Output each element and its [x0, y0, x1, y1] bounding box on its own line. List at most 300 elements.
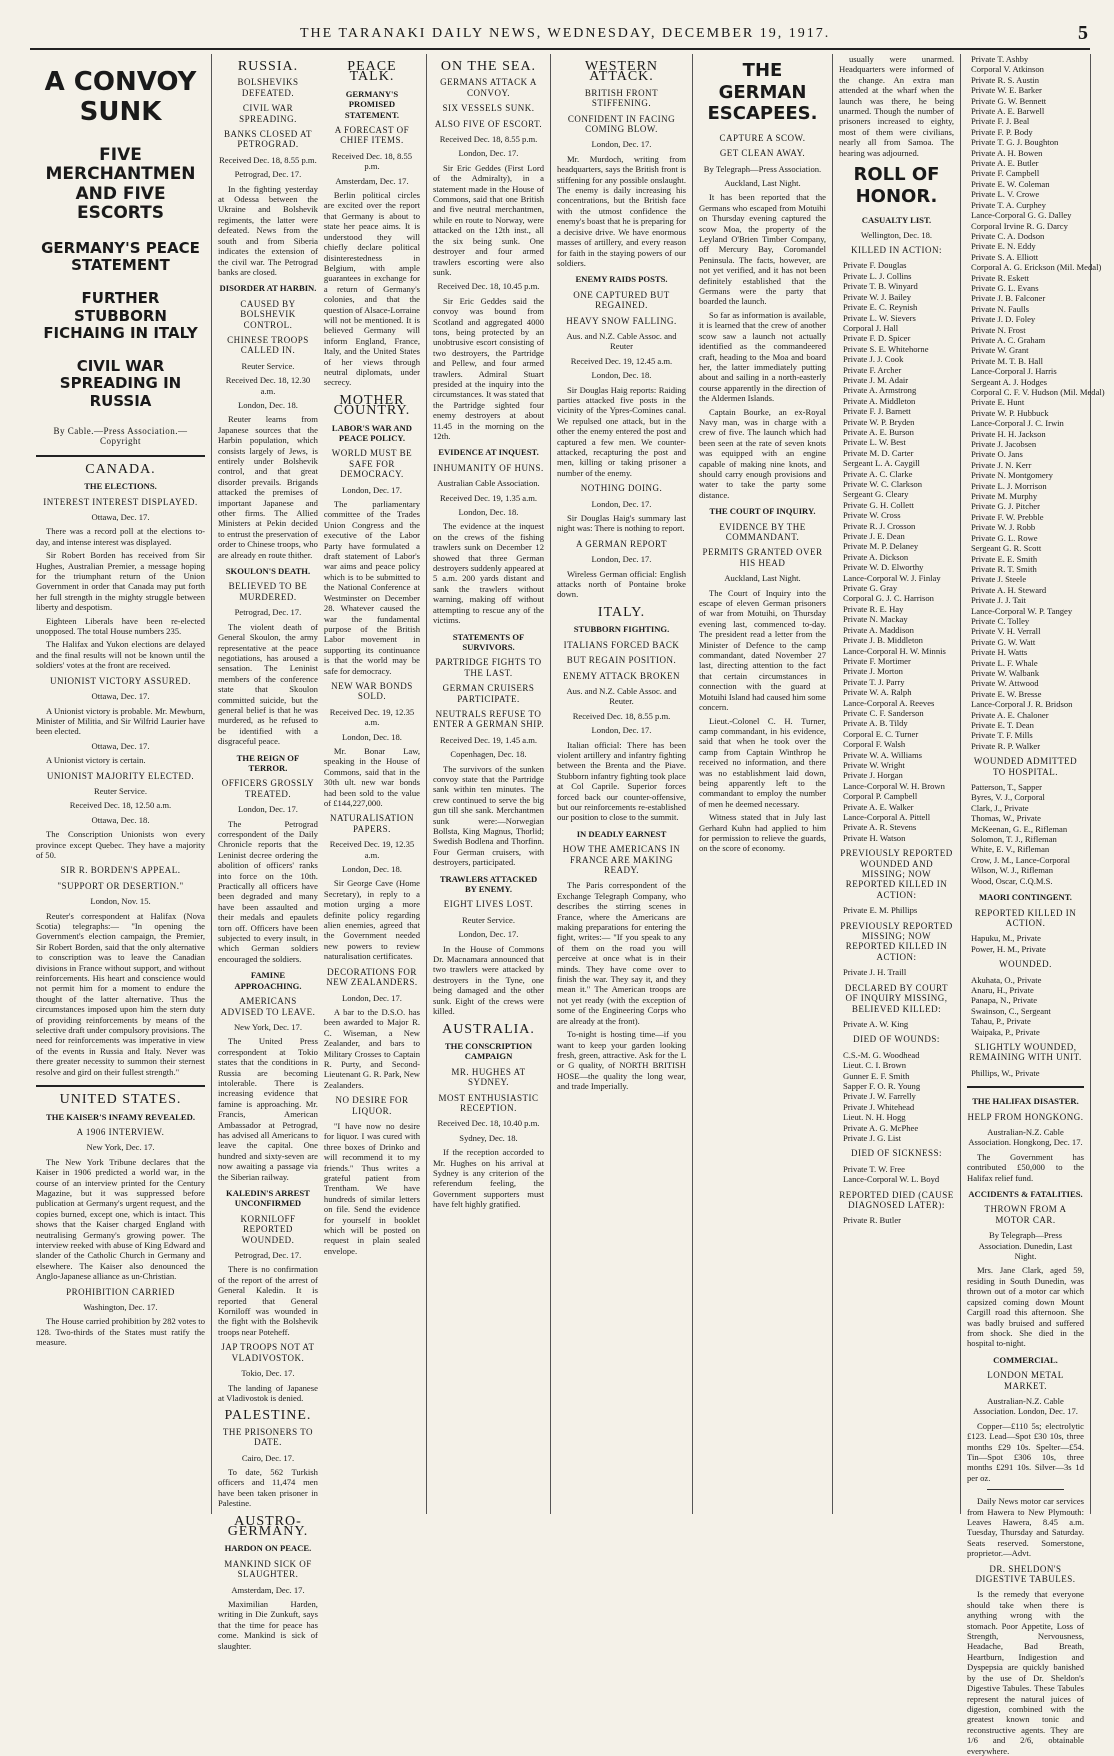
- casualty-name: Corporal V. Atkinson: [971, 64, 1044, 75]
- casualty-name: Lance-Corporal H. W. Minnis: [843, 645, 946, 656]
- sub-commercial: COMMERCIAL.: [993, 1354, 1058, 1365]
- casualty-name: Private E. Hunt: [971, 397, 1025, 408]
- casualty-name: Private F. Archer: [843, 364, 902, 375]
- casualty-name: Private A. B. Tildy: [843, 718, 908, 729]
- dateline: Auckland, Last Night.: [724, 573, 801, 584]
- casualty-name: Private A. E. Burson: [843, 426, 914, 437]
- paragraph: Lieut.-Colonel C. H. Turner, camp commandant, in his evidence, said that when he took over the camp from Captain Winthrop he received no information, and there was no establishment laid down, being apparently left to the commandant to employ the number of men he deemed necessary.: [699, 715, 826, 809]
- sub-stiffening: BRITISH FRONT STIFFENING.: [584, 87, 659, 109]
- dateline: New York, Dec. 17.: [86, 1142, 155, 1153]
- paragraph: The landing of Japanese at Vladivostok is denied.: [218, 1382, 318, 1403]
- casualty-name: Private C. A. Dodson: [971, 230, 1045, 241]
- casualty-name: Private S. A. Elliott: [971, 251, 1039, 262]
- casualty-name: Byres, V. J., Corporal: [971, 792, 1045, 803]
- casualty-name: Hapuku, M., Private: [971, 933, 1041, 944]
- dateline: Reuter Service.: [241, 360, 295, 371]
- dateline: Cairo, Dec. 17.: [241, 1452, 295, 1463]
- sub-bolsheviks: BOLSHEVIKS DEFEATED.: [237, 77, 299, 98]
- paragraph: So far as information is available, it is learned that the crew of another scow saw a launch not actually identified as the commandeered craft, heading to the Moa and board her, the latter immediately putting about and sailing in a north-easterly course apparently in the direction of the Aldermen Islands.: [699, 309, 826, 404]
- casualty-name: Lance-Corporal A. Reeves: [843, 697, 935, 708]
- casualty-name: Private W. Walbank: [971, 667, 1040, 678]
- casualty-name: Private A. Dickson: [843, 551, 909, 562]
- casualty-name: Lance-Corporal G. G. Dalley: [971, 210, 1072, 221]
- sub-maori-killed: REPORTED KILLED IN ACTION.: [974, 907, 1077, 928]
- sub-prisoners: THE PRISONERS TO DATE.: [222, 1426, 314, 1448]
- casualty-name: Swainson, C., Sergeant: [971, 1005, 1051, 1016]
- sub-thrown: THROWN FROM A MOTOR CAR.: [984, 1204, 1067, 1225]
- dateline: Australian-N.Z. Cable Association. Hongkong, Dec. 17.: [968, 1127, 1083, 1148]
- paragraph: Sir Eric Geddes said the convoy was bound from Scotland and aggregated 4000 tons, being protected by an unobtrusive escort consisting of two destroyers, the Partridge and Pellew, and four armed trawlers. Admiral Stuart presided at the inquiry into the circumstances. It was stated that the Partridge sighted four enemy destroyers at about 11.45 in the morning on the 12th.: [433, 295, 544, 441]
- dateline: Received Dec. 18, 12.50 a.m.: [69, 800, 172, 811]
- casualty-name: Private W. E. Barker: [971, 85, 1042, 96]
- divider: [967, 1086, 1084, 1088]
- casualty-name: Anaru, H., Private: [971, 984, 1034, 995]
- casualty-name: Private L. F. Whale: [971, 657, 1038, 668]
- headline-merchantmen: FIVE MERCHANTMEN AND FIVE ESCORTS: [45, 144, 196, 224]
- casualty-name: Tahau, P., Private: [971, 1016, 1031, 1027]
- column-5: [693, 54, 833, 1514]
- dateline: London, Dec. 18.: [342, 864, 402, 875]
- dateline: Received Dec. 19, 12.45 a.m.: [570, 355, 673, 366]
- sub-metal: LONDON METAL MARKET.: [987, 1370, 1064, 1391]
- casualty-name: Private A. R. Stevens: [843, 822, 917, 833]
- sub-world: WORLD MUST BE SAFE FOR DEMOCRACY.: [331, 448, 413, 480]
- casualty-name: Private W. D. Elworthy: [843, 562, 924, 573]
- dateline: Received Dec. 18, 8.55 p.m.: [572, 710, 671, 721]
- sub-inhumanity: INHUMANITY OF HUNS.: [433, 462, 544, 473]
- paragraph: Sir Robert Borden has received from Sir Hughes, Australian Premier, a message hoping for the triumphant return of the Union Government in order that Canada may put forth her full strength in the mighty struggle between liberty and despotism.: [36, 550, 205, 613]
- casualty-name: Private F. W. Prebble: [971, 511, 1044, 522]
- casualty-name: Private G. L. Rowe: [971, 532, 1038, 543]
- casualty-name: Private J. J. Tait: [971, 595, 1026, 606]
- headline-convoy: A CONVOY SUNK: [44, 67, 197, 127]
- paragraph: Captain Bourke, an ex-Royal Navy man, was in charge with a crew of five. The launch which had been seen at the rate of seven knots was equipped with an engine capable of making nine knots, and should carry enough provisions and water to take the party some distance.: [699, 406, 826, 500]
- headline-italy: FURTHER STUBBORN FICHAING IN ITALY: [43, 289, 198, 342]
- advertisement: Daily News motor car services from Hawera to New Plymouth: Leaves Hawera, 8.45 a.m. Tuesday, Thursday and Saturday. Seats reserved. Somerstone, proprietor.—Advt.: [967, 1496, 1084, 1559]
- paragraph: Reuter's correspondent at Halifax (Nova Scotia) telegraphs:— "In opening the Government's election campaign, the Premier, Sir Robert Borden, said that the only alternative to conscription was to leave the Canadian divisions in France without support, and without reinforcements. His heart and conscience would not permit him for a moment to endure the thought of the latter alternative. Thus the circumstances imposed upon him the stern duty of providing reinforcements by means of the selective draft under compulsory provisions. The need for reinforcements was imperative in view of the events in Russia and Italy. Never was there greater necessity to summon their sternest resolve and gird on their fullest strength.": [36, 910, 205, 1077]
- sub-labor: LABOR'S WAR AND PEACE POLICY.: [331, 422, 412, 443]
- column-1: [30, 54, 212, 1514]
- casualty-name: Waipaka, P., Private: [971, 1026, 1040, 1037]
- sub-snow: HEAVY SNOW FALLING.: [566, 315, 677, 326]
- casualty-name: Private J. D. Foley: [971, 314, 1036, 325]
- page-number: 5: [1078, 22, 1090, 44]
- sub-help: HELP FROM HONGKONG.: [967, 1111, 1084, 1122]
- section-italy: ITALY.: [597, 604, 646, 620]
- sub-attack: GERMANS ATTACK A CONVOY.: [440, 77, 537, 98]
- headline-line: THE GERMAN: [718, 60, 807, 103]
- dateline: London, Dec. 17.: [591, 725, 652, 736]
- sub-prev2: PREVIOUSLY REPORTED MISSING; NOW REPORTED KILLED IN ACTION:: [840, 920, 953, 962]
- casualty-name: Corporal Irvine R. G. Darcy: [971, 220, 1068, 231]
- dateline: Amsterdam, Dec. 17.: [335, 175, 409, 186]
- casualty-list: [839, 260, 954, 843]
- sub-elections: THE ELECTIONS.: [84, 481, 157, 492]
- casualty-name: Private A. H. Bowen: [971, 147, 1043, 158]
- sub-declared: DECLARED BY COURT OF INQUIRY MISSING, BELIEVED KILLED:: [844, 982, 949, 1014]
- casualty-list: [839, 1215, 954, 1225]
- sub-stubborn: STUBBORN FIGHTING.: [573, 624, 670, 635]
- sub-captured: ONE CAPTURED BUT REGAINED.: [573, 289, 670, 311]
- column-2: [212, 54, 427, 1651]
- column-3: [427, 54, 551, 1514]
- casualty-list: [839, 905, 954, 915]
- casualty-name: Private C. F. Sanderson: [843, 707, 924, 718]
- casualty-name: Private R. S. Austin: [971, 74, 1040, 85]
- casualty-name: Private W. Wright: [843, 759, 905, 770]
- casualty-name: Private E. M. Phillips: [843, 905, 918, 916]
- casualty-name: Private H. H. Jackson: [971, 428, 1046, 439]
- casualty-name: Private J. N. Kerr: [971, 459, 1032, 470]
- casualty-name: Sergeant L. A. Caygill: [843, 458, 920, 469]
- casualty-name: Lance-Corporal W. L. Boyd: [843, 1174, 940, 1185]
- column-7: [961, 54, 1105, 1756]
- dateline: Ottawa, Dec. 18.: [91, 814, 150, 825]
- casualty-name: Corporal P. Campbell: [843, 791, 918, 802]
- sub-capture: CAPTURE A SCOW.: [719, 132, 806, 143]
- sub-support: "SUPPORT OR DESERTION.": [57, 880, 184, 891]
- sub-harbin: DISORDER AT HARBIN.: [219, 283, 317, 294]
- casualty-name: Private T. A. Curphey: [971, 199, 1046, 210]
- dateline: Received Dec. 19, 12.35 a.m.: [329, 706, 415, 728]
- casualty-name: Private A. G. McPhee: [843, 1122, 919, 1133]
- casualty-name: Private R. E. Hay: [843, 603, 904, 614]
- sub-loans: NEW WAR BONDS SOLD.: [331, 680, 413, 702]
- sub-murdered: BELIEVED TO BE MURDERED.: [228, 581, 308, 602]
- sub-reported: REPORTED DIED (CAUSE DIAGNOSED LATER):: [839, 1189, 954, 1210]
- paragraph: A bar to the D.S.O. has been awarded to Major R. C. Wiseman, a New Zealander, and bars to Military Crosses to Captain R. Purty, and Second-Lieutenant G. R. Park, New Zealanders.: [323, 1006, 420, 1090]
- divider: [987, 1489, 1064, 1490]
- headline-line: ESCAPEES.: [707, 103, 818, 125]
- dateline: Received Dec. 18, 10.45 p.m.: [437, 281, 540, 292]
- casualty-list: [967, 1068, 1084, 1078]
- paragraph: In the fighting yesterday at Odessa between the Ukraine and Bolshevik regiments, the latter were defeated. News from the south and from Siberia indicates the extension of the civil war. The Petrograd banks are closed.: [218, 183, 318, 277]
- dateline: London, Dec. 17.: [591, 498, 652, 509]
- casualty-list: [967, 54, 1105, 751]
- casualty-name: Private J. Horgan: [843, 770, 903, 781]
- casualty-name: Private N. Frost: [971, 324, 1026, 335]
- divider: [36, 1085, 205, 1087]
- casualty-name: Private A. Maddison: [843, 624, 914, 635]
- sub-majority: UNIONIST MAJORITY ELECTED.: [46, 770, 195, 781]
- casualty-name: Private L. J. Morrison: [971, 480, 1047, 491]
- casualty-name: Panapa, N., Private: [971, 995, 1038, 1006]
- sub-interview: A 1906 INTERVIEW.: [76, 1126, 165, 1137]
- paragraph: The evidence at the inquest on the crews of the fishing trawlers sunk on December 12 showed that three German destroyers suddenly appeared at 5 a.m. 200 yards distant and sank the trawlers without warning, making off without attempting to rescue any of the victims.: [433, 521, 544, 626]
- casualty-name: Private V. H. Verrall: [971, 626, 1041, 637]
- sub-skoulon: SKOULON'S DEATH.: [225, 566, 311, 577]
- dateline: Received Dec. 19, 1.45 a.m.: [439, 734, 538, 745]
- casualty-name: Private H. Watson: [843, 832, 906, 843]
- sub-escort: ALSO FIVE OF ESCORT.: [434, 118, 543, 129]
- paragraph: The Halifax and Yukon elections are delayed and the final results will not be known until the soldiers' votes at the front are received.: [36, 639, 205, 671]
- advertisement: Is the remedy that everyone should take when there is anything wrong with the stomach. Poor Appetite, Loss of Strength, Nervousness, Headache, Bad Breath, Heartburn, Indigestion and Dyspepsia are quickly banished by the use of Dr. Sheldon's Digestive Tabules. These Tabules represent the natural juices of digestion, combined with the greatest known tonic and reconstructive agents. They are 1/6 and 2/6, obtainable everywhere.: [967, 1589, 1084, 1756]
- casualty-name: Private R. J. Crosson: [843, 520, 916, 531]
- sub-mankind: MANKIND SICK OF SLAUGHTER.: [224, 1558, 312, 1580]
- masthead: [30, 18, 1090, 50]
- section-united-states: UNITED STATES.: [59, 1092, 182, 1108]
- casualty-name: Private W. P. Bryden: [843, 416, 915, 427]
- sub-interest: INTEREST INTEREST DISPLAYED.: [43, 496, 198, 507]
- paragraph: Sir Douglas Haig reports: Raiding parties attacked five posts in the vicinity of the Ypres-Comines canal. We repulsed one attack, but in the other the enemy entered the post and captured a few men. We counter-attacked, recapturing the post and men, killing or taking prisoner a number of the enemy.: [557, 384, 686, 478]
- sub-americans: HOW THE AMERICANS IN FRANCE ARE MAKING READY.: [562, 844, 681, 875]
- dateline: London, Dec. 17.: [342, 484, 402, 495]
- casualty-name: Sergeant G. R. Scott: [971, 543, 1042, 554]
- casualty-name: Private F. Mortimer: [843, 655, 911, 666]
- sub-banks: BANKS CLOSED AT PETROGRAD.: [223, 129, 312, 150]
- sub-korniloff: KORNILOFF REPORTED WOUNDED.: [240, 1213, 296, 1245]
- casualty-name: Sergeant A. J. Hodges: [971, 376, 1047, 387]
- paragraph: There was a record poll at the elections to-day, and intense interest was displayed.: [36, 526, 205, 547]
- paragraph: The Conscription Unionists won every province except Quebec. They have a majority of 50.: [36, 829, 205, 860]
- sub-died: DIED OF WOUNDS:: [853, 1034, 940, 1045]
- casualty-name: Corporal J. Hall: [843, 322, 899, 333]
- dateline: London, Dec. 17.: [458, 148, 519, 159]
- column-4: [551, 54, 693, 1514]
- paragraph: Mr. Bonar Law, speaking in the House of Commons, said that in the 30th ult. new war bonds had been sold to the value of £144,227,000.: [323, 745, 420, 808]
- dateline: Received Dec. 18, 8.55 p.m.: [331, 150, 413, 172]
- casualty-name: Private J. Morton: [843, 666, 903, 677]
- casualty-name: Clark, J., Private: [971, 802, 1029, 813]
- dateline: Australian Cable Association.: [437, 478, 540, 489]
- sub-evidence: EVIDENCE BY THE COMMANDANT.: [719, 521, 806, 542]
- dateline: London, Dec. 18.: [591, 370, 652, 381]
- casualty-name: Gunner E. F. Smith: [843, 1070, 910, 1081]
- dateline: By Telegraph—Press Association. Dunedin, Last Night.: [978, 1230, 1073, 1262]
- casualty-name: Corporal E. C. Turner: [843, 728, 919, 739]
- sub-italians: ITALIANS FORCED BACK: [563, 639, 680, 650]
- dateline: Ottawa, Dec. 17.: [91, 512, 150, 522]
- sub-reception: MOST ENTHUSIASTIC RECEPTION.: [438, 1092, 539, 1113]
- paragraph: Maximilian Harden, writing in Die Zunkuft, says that the time for peace has come. Mankind is sick of slaughter.: [218, 1599, 318, 1651]
- casualty-name: Lance-Corporal W. P. Tangey: [971, 605, 1073, 616]
- paragraph: If the reception accorded to Mr. Hughes on his arrival at Sydney is any criterion of the referendum feeling, the Government supporters must have felt highly gratified.: [433, 1147, 544, 1210]
- casualty-name: Private A. E. Butler: [971, 158, 1039, 169]
- dateline: Received Dec. 18, 8.55 p.m.: [439, 134, 538, 145]
- sub-getaway: GET CLEAN AWAY.: [719, 148, 806, 159]
- casualty-name: Private J. B. Falconer: [971, 293, 1046, 304]
- section-austro-germany: AUSTRO-GERMANY.: [227, 1513, 309, 1539]
- casualty-name: Private J. Whitehead: [843, 1101, 915, 1112]
- casualty-list: [839, 967, 954, 977]
- sub-earnest: IN DEADLY EARNEST: [576, 828, 667, 839]
- sub-infamy: THE KAISER'S INFAMY REVEALED.: [46, 1111, 195, 1122]
- headline-german-escapees: [699, 60, 826, 125]
- sub-broken: ENEMY ATTACK BROKEN: [563, 670, 680, 681]
- dateline: Received Dec. 19, 12.35 a.m.: [329, 839, 415, 860]
- paragraph: The survivors of the sunken convoy state that the Partridge sank within ten minutes. The crew continued to serve the big gun till she sank. Merchantmen sunk were:—Norwegian Bollsta, King Magnus, Thorlid; Swedish Bodlena and Thorfinn. Four German cruisers, with destroyers, participated.: [433, 763, 544, 868]
- casualty-name: Private J. E. Dean: [843, 531, 905, 542]
- paragraph: A Unionist victory is probable. Mr. Mewburn, Minister of Militia, and Sir Wilfrid Laurier have been elected.: [36, 705, 205, 737]
- casualty-name: Private J. H. Traill: [843, 967, 907, 978]
- dateline: Reuter Service.: [94, 785, 147, 796]
- casualty-name: Private F. J. Beal: [971, 116, 1030, 127]
- casualty-name: Private L. W. Best: [843, 437, 906, 448]
- casualty-list: [967, 782, 1084, 886]
- sub-slightly: SLIGHTLY WOUNDED, REMAINING WITH UNIT.: [969, 1041, 1082, 1063]
- sub-hardon: HARDON ON PEACE.: [224, 1543, 312, 1554]
- casualty-name: Private R. P. Walker: [971, 740, 1041, 751]
- casualty-name: Private E. C. Reynish: [843, 302, 918, 313]
- casualty-name: Akuhata, O., Private: [971, 974, 1042, 985]
- casualty-name: Lieut. N. H. Hogg: [843, 1112, 906, 1123]
- paragraph: There is no confirmation of the report of the arrest of General Kaledin. It is reported that General Korniloff was wounded in the fight with the Bolshevik troops near Poteheff.: [218, 1264, 318, 1337]
- divider: [36, 455, 205, 457]
- section-australia: AUSTRALIA.: [442, 1021, 535, 1037]
- dateline: Australian-N.Z. Cable Association. London, Dec. 17.: [973, 1395, 1078, 1417]
- sub-six: SIX VESSELS SUNK.: [442, 103, 535, 114]
- casualty-list: [967, 933, 1084, 954]
- casualty-name: Lieut. C. I. Brown: [843, 1060, 907, 1071]
- dateline: Ottawa, Dec. 17.: [91, 740, 150, 751]
- sub-hughes: MR. HUGHES AT SYDNEY.: [451, 1066, 526, 1088]
- casualty-name: Private A. C. Clarke: [843, 468, 913, 479]
- dateline: Ottawa, Dec. 17.: [91, 691, 150, 702]
- dateline: London, Dec. 17.: [591, 554, 652, 565]
- newspaper-title: THE TARANAKI DAILY NEWS, WEDNESDAY, DECEMBER 19, 1917.: [300, 26, 831, 41]
- casualty-name: Private W. Attwood: [971, 678, 1039, 689]
- casualty-name: Private E. E. Smith: [971, 553, 1038, 564]
- casualty-name: Private J. Jacobsen: [971, 439, 1037, 450]
- dateline: Wellington, Dec. 18.: [860, 229, 933, 240]
- dateline: London, Dec. 18.: [458, 507, 519, 518]
- casualty-name: Private W. J. Robb: [971, 522, 1036, 533]
- casualty-name: Phillips, W., Private: [971, 1067, 1040, 1078]
- paragraph: Mr. Murdoch, writing from headquarters, says the British front is stiffening for any possible onslaught. The enemy is daily increasing his concentrations, but the British face with the utmost confidence the enemy's boast that he is preparing for a decisive drive. We have enormous masses of artillery, and every reason for faith in the staying powers of our soldiers.: [557, 153, 686, 268]
- casualty-name: Private R. Butler: [843, 1215, 901, 1226]
- casualty-name: Power, H. M., Private: [971, 943, 1046, 954]
- sub-partridge: PARTRIDGE FIGHTS TO THE LAST.: [435, 657, 542, 678]
- casualty-name: Solomon, T. J., Rifleman: [971, 834, 1057, 845]
- dateline: London, Nov. 15.: [90, 896, 151, 907]
- paragraph: Sir Douglas Haig's summary last night was: There is nothing to report.: [557, 513, 686, 534]
- dateline: Reuter Service.: [462, 914, 515, 925]
- paragraph: Wireless German official: English attacks north of Pontaine broke down.: [557, 568, 686, 600]
- dateline: Auckland, Last Night.: [724, 178, 801, 188]
- sub-casualty: CASUALTY LIST.: [861, 215, 932, 226]
- casualty-name: Private F. D. Spicer: [843, 333, 911, 344]
- casualty-name: Private R. T. Smith: [971, 563, 1037, 574]
- casualty-name: Private C. Tolley: [971, 615, 1030, 626]
- paragraph: Sir Eric Geddes (First Lord of the Admiralty), in a statement made in the House of Commons, said that one British and five neutral merchantmen, while en route to Norway, were attacked on the 12th inst., all the six being sunk. One destroyer and four armed trawlers escorting were also sunk.: [433, 162, 544, 277]
- sub-statements: STATEMENTS OF SURVIVORS.: [452, 631, 525, 652]
- section-canada: CANADA.: [85, 461, 156, 477]
- casualty-name: Private N. Mackay: [843, 614, 908, 625]
- casualty-name: Private J. Steele: [971, 574, 1027, 585]
- casualty-name: Private W. A. Williams: [843, 749, 922, 760]
- sub-promised: GERMANY'S PROMISED STATEMENT.: [344, 88, 400, 120]
- sub-civil-war: CIVIL WAR SPREADING.: [239, 103, 297, 124]
- sub-evidence: EVIDENCE AT INQUEST.: [438, 447, 539, 458]
- dateline: Copenhagen, Dec. 18.: [450, 749, 527, 760]
- paragraph: "I have now no desire for liquor. I was cured with three boxes of Drinko and will recommend it to my friends." Thus writes a grateful patient from Trentham. We have hundreds of similar letters on file. Send the evidence for yourself in booklet which will be posted on request in plain sealed envelope.: [323, 1120, 420, 1256]
- paragraph: Berlin political circles are excited over the report that Germany is about to state her peace aims. It is understood they will chiefly declare political disinterestedness in Belgium, with ample guarantees in exchange for a return of Germany's colonies, and that the question of Alsace-Lorraine will not be mentioned. It is believed Germany will inform England, France, Italy, and the United States of her views through neutral diplomats, under secrecy.: [323, 190, 420, 388]
- headline-roll-of-honor: ROLL OF HONOR.: [853, 164, 940, 207]
- dateline: Amsterdam, Dec. 17.: [231, 1584, 305, 1595]
- casualty-name: McKeenan, G. E., Rifleman: [971, 823, 1068, 834]
- casualty-name: Private A. E. Chaloner: [971, 709, 1049, 720]
- paragraph: In the House of Commons Dr. Macnamara announced that two trawlers were attacked by destroyers in the Tyne, one being damaged and the other sunk. Eight of the crews were killed.: [433, 943, 544, 1017]
- dateline: London, Dec. 18.: [342, 731, 402, 742]
- sub-liquor: NO DESIRE FOR LIQUOR.: [335, 1095, 409, 1116]
- sub-prohibition: PROHIBITION CARRIED: [66, 1286, 175, 1297]
- section-palestine: PALESTINE.: [224, 1408, 312, 1424]
- sub-prev1: PREVIOUSLY REPORTED WOUNDED AND MISSING; NOW REPORTED KILLED IN ACTION:: [840, 848, 953, 900]
- casualty-name: Private T. F. Mills: [971, 730, 1033, 741]
- casualty-name: C.S.-M. G. Woodhead: [843, 1049, 920, 1060]
- column-6: [833, 54, 961, 1514]
- paragraph: The Court of Inquiry into the escape of eleven German prisoners of war from Motuihi, on Thursday evening last, commenced to-day. The president read a letter from the Minister of Defence to the camp commandant, dated November 27 last, directing attention to the fact that certain circumstances in connection with the guard at Motuihi Island had caused him some concern.: [699, 587, 826, 713]
- paragraph: usually were unarmed. Headquarters were informed of the change. An extra man attended at the wharf when the launch was there, he being unarmed. Though the number of prisoners increased to eighty, most of them were civilians, nearly all from Samoa. The hearing was adjourned.: [839, 54, 954, 158]
- casualty-list: [839, 1019, 954, 1029]
- sub-kaledin: KALEDIN'S ARREST UNCONFIRMED: [226, 1188, 310, 1209]
- casualty-name: Private F. Campbell: [971, 168, 1040, 179]
- headline-peace: GERMANY'S PEACE STATEMENT: [41, 238, 200, 275]
- casualty-name: Private L. W. Sievers: [843, 312, 916, 323]
- paragraph: Reuter learns from Japanese sources that the Harbin population, which consists largely of Jews, is entirely under Bolshevik control, and that great disorder prevails. Brigands attacked the premises of important Japanese and other firms. The Allied Ministers at Pekin decided to entrust the preservation of order to Chinese troops, who are already en route thither.: [218, 414, 318, 560]
- sub-decorations: DECORATIONS FOR NEW ZEALANDERS.: [326, 966, 418, 988]
- casualty-name: Private E. T. Dean: [971, 720, 1034, 730]
- sub-halifax: THE HALIFAX DISASTER.: [972, 1096, 1079, 1107]
- advertisement: To-night is hosting time—if you want to keep your garden looking fresh, green, attractive. Ask for the L or G quality, of NORTH BRITISH HOSE—the quality the long wear, and trade Imperially.: [557, 1029, 686, 1092]
- sub-permits: PERMITS GRANTED OVER HIS HEAD: [702, 547, 823, 568]
- dateline: London, Dec. 18.: [238, 399, 298, 410]
- casualty-name: Private S. E. Whitehorne: [843, 343, 929, 354]
- casualty-name: Private E. N. Eddy: [971, 241, 1036, 252]
- sub-terror: THE REIGN OF TERROR.: [236, 752, 300, 773]
- paragraph: Witness stated that in July last Gerhard Kuhn had applied to him for permission to relieve the guards, on the score of economy.: [699, 812, 826, 854]
- section-russia: RUSSIA.: [237, 59, 299, 74]
- paragraph: The Paris correspondent of the Exchange Telegraph Company, who describes the stirring scenes in France, where the Americans are making preparations for entering the fight, writes:— "If you speak to any of them on the road you will perceive at once what is in their minds. They have come over to finish the war. They say it, and they mean it." The American troops are not yet ready (with the exception of some of the Engineering Corps who are already at the front).: [557, 880, 686, 1026]
- casualty-list: [839, 1164, 954, 1185]
- casualty-name: Private T. W. Free: [843, 1163, 905, 1174]
- paragraph: The House carried prohibition by 282 votes to 128. Two-thirds of the States must ratify the measure.: [36, 1316, 205, 1348]
- sub-wounded: WOUNDED.: [999, 959, 1052, 970]
- casualty-name: Private A. Armstrong: [843, 385, 917, 396]
- paragraph: Mrs. Jane Clark, aged 59, residing in South Dunedin, was thrown out of a motor car which capsized coming down Mount Cargill road this afternoon. She was badly bruised and suffered from shock. She died in the hospital to-night.: [967, 1265, 1084, 1349]
- dateline: Petrograd, Dec. 17.: [234, 169, 302, 180]
- dateline: London, Dec. 17.: [342, 992, 402, 1003]
- sub-killed: KILLED IN ACTION:: [851, 245, 942, 256]
- casualty-name: Private W. J. Bailey: [843, 291, 912, 302]
- dateline: London, Dec. 17.: [238, 804, 298, 815]
- dateline: Aus. and N.Z. Cable Assoc. and Reuter: [566, 330, 677, 352]
- sub-nothing: NOTHING DOING.: [580, 483, 663, 494]
- paragraph: A Unionist victory is certain.: [46, 755, 146, 766]
- casualty-name: Private F. P. Body: [971, 126, 1033, 137]
- casualty-name: Private L. J. Collins: [843, 270, 912, 281]
- casualty-name: Private G. Gray: [843, 583, 898, 594]
- sub-famine: FAMINE APPROACHING.: [234, 970, 302, 991]
- casualty-name: White, E. V., Rifleman: [971, 844, 1050, 855]
- casualty-name: Private A. C. Graham: [971, 334, 1046, 345]
- sub-admitted: WOUNDED ADMITTED TO HOSPITAL.: [973, 756, 1078, 777]
- sub-forecast: A FORECAST OF CHIEF ITEMS.: [334, 125, 410, 146]
- casualty-name: Private J. W. Farrelly: [843, 1091, 916, 1102]
- paragraph: The violent death of General Skoulon, the army representative at the peace negotiations, has aroused a sensation. The Leninist members of the conference state that Skoulon committed suicide, but the general belief is that he was murdered, as he refused to be identified with a disgraceful peace.: [218, 621, 318, 747]
- paragraph: To date, 562 Turkish officers and 11,474 men have been taken prisoner in Palestine.: [218, 1466, 318, 1509]
- casualty-name: Private G. L. Evans: [971, 282, 1039, 293]
- casualty-name: Private W. Grant: [971, 345, 1029, 356]
- casualty-name: Private A. Middleton: [843, 395, 916, 406]
- sub-neutrals: NEUTRALS REFUSE TO ENTER A GERMAN SHIP.: [433, 708, 545, 730]
- casualty-name: Private A. E. Barwell: [971, 106, 1045, 117]
- casualty-name: Private R. Eskett: [971, 272, 1029, 283]
- casualty-name: Private T. J. Parry: [843, 676, 905, 687]
- casualty-name: Private N. Faulls: [971, 303, 1030, 314]
- casualty-name: Private L. V. Crowe: [971, 189, 1040, 200]
- sub-confident: CONFIDENT IN FACING COMING BLOW.: [567, 113, 676, 135]
